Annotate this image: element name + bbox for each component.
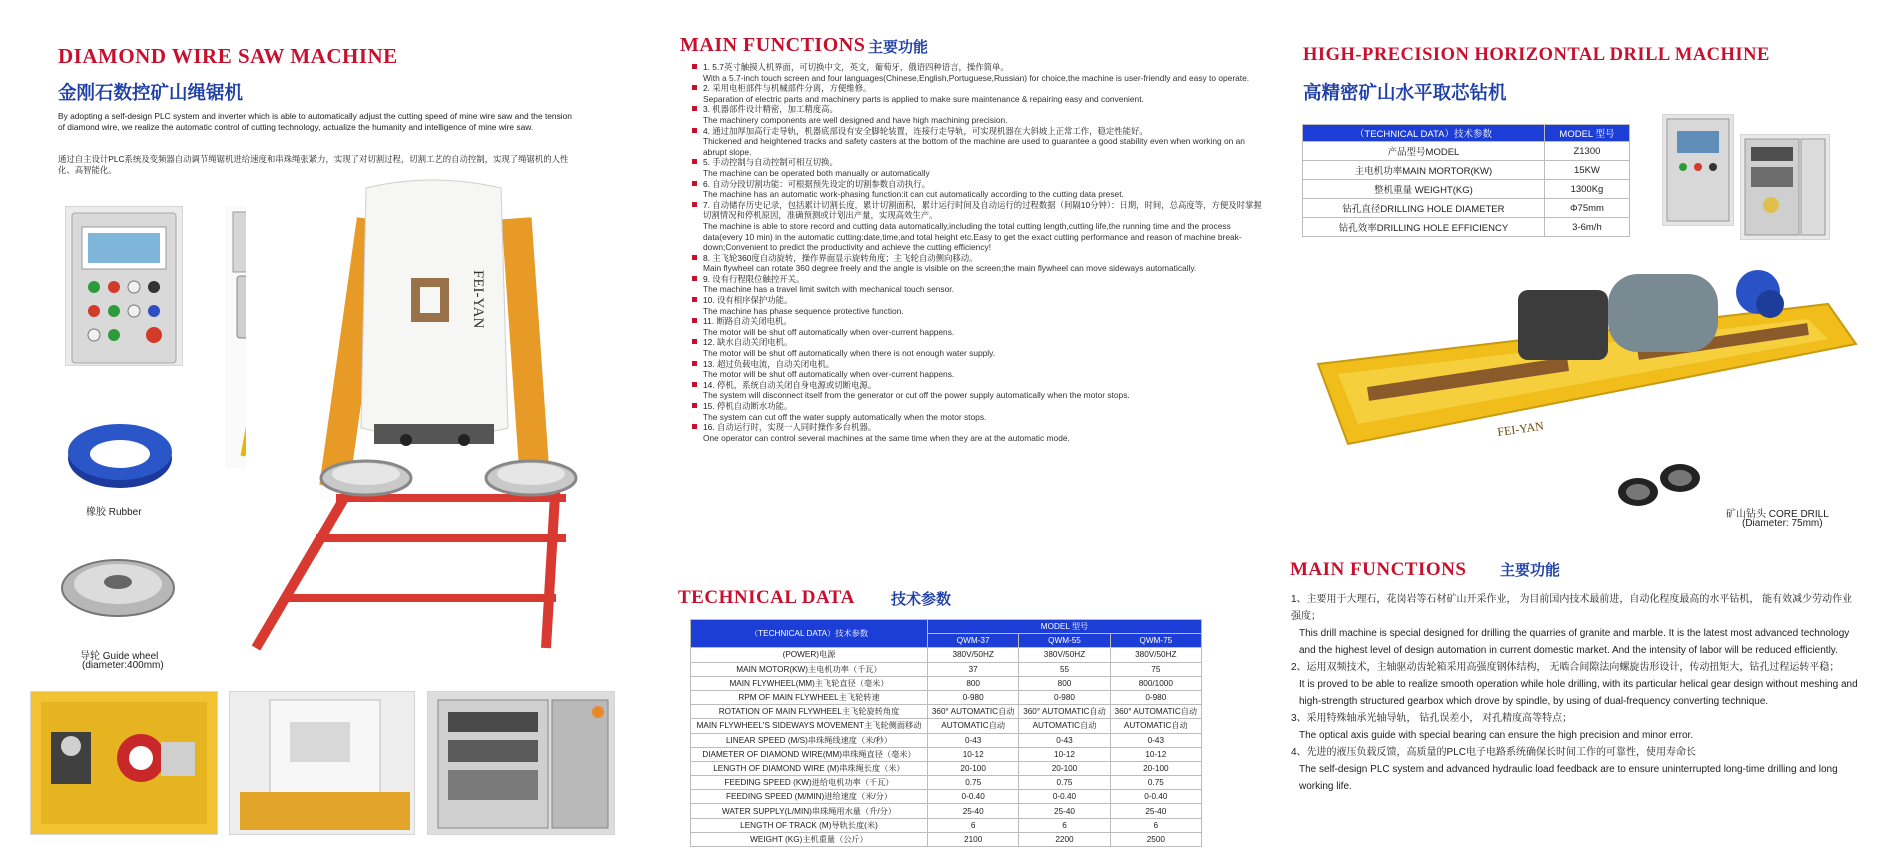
drill-spec-corner: （TECHNICAL DATA）技术参数 — [1303, 125, 1545, 142]
tech-table-label: MAIN FLYWHEEL'S SIDEWAYS MOVEMENT主飞轮侧面移动 — [691, 719, 928, 733]
tech-table-value: 0-0.40 — [1110, 790, 1201, 804]
core-drill-bits-photo — [1610, 452, 1710, 520]
tech-table-row — [691, 804, 1202, 818]
machine-detail-photo — [229, 691, 415, 835]
diamond-wire-saw-panel — [0, 0, 650, 865]
function-item: 11. 断路自动关闭电机。 The motor will be shut off automatically when over-current happens. — [692, 316, 1262, 337]
tech-table-corner: （TECHNICAL DATA）技术参数 — [691, 620, 928, 648]
main-functions-panel — [650, 0, 1300, 865]
saw-brand-text: FEI-YAN — [470, 270, 486, 329]
function-item: 1. 5.7英寸触摸人机界面，可切换中文，英文，葡萄牙，俄语四种语言，操作简单。 With a 5.7-inch touch screen and four languages(Chinese,English,Portuguese,Russian) for choice,the machine is user-friendly and easy to operate. — [692, 62, 1262, 83]
control-box-photo — [65, 206, 183, 366]
tech-table-value: 0.75 — [1110, 776, 1201, 790]
drill-function-item: 2、运用双频技术，主轴驱动齿轮箱采用高强度钢体结构， 无啮合间隙法向螺旋齿形设计，传动扭矩大，钻孔过程运转平稳； It is proved to be able to realize smooth operation while hole drilling, with its particular helical gear design without meshing and high-strength structured gearbox which drove by spindle, by using of dual-frequency converting technique. — [1291, 662, 1858, 707]
guide-wheel-photo — [58, 548, 180, 628]
drill-brand-text: FEI-YAN — [1496, 418, 1545, 439]
function-item: 2. 采用电柜部件与机械部件分离，方便维修。 Separation of electric parts and machinery parts is applied to make sure maintenance & repairing easy and convenient. — [692, 83, 1262, 104]
tech-table-value: 360° AUTOMATIC自动 — [1110, 705, 1201, 719]
function-item: 8. 主飞轮360度自动旋转，操作界面显示旋转角度；主飞轮自动侧向移动。 Main flywheel can rotate 360 degree freely and the angle is visible on the screen;the main flywheel can move sideways automatically. — [692, 253, 1262, 274]
tech-table-value: 20-100 — [1019, 761, 1110, 775]
horizontal-drill-machine-photo — [1308, 244, 1868, 474]
diamond-wire-saw-title: DIAMOND WIRE SAW MACHINE — [58, 44, 398, 68]
drill-spec-value: 3-6m/h — [1544, 218, 1629, 237]
function-item: 5. 手动控制与自动控制可相互切换。 The machine can be operated both manually or automatically — [692, 157, 1262, 178]
drill-spec-label: 主电机功率MAIN MORTOR(KW) — [1303, 161, 1545, 180]
tech-table-value: AUTOMATIC自动 — [1019, 719, 1110, 733]
tech-table-value: 75 — [1110, 662, 1201, 676]
drill-spec-value: Z1300 — [1544, 142, 1629, 161]
function-item: 7. 自动储存历史记录，包括累计切割长度，累计切割面积，累计运行时间及自动运行的过程数据（间隔10分钟）：日期，时间，总高度等，方便及时掌握切割情况和停机原因，准确预测或计划出产量，实现高效生产。 The machine is able to store record and cutting data automatically,including the total cutting length,cutting life,the running time and the process data(every 10 min) in the automatic cutting:date,time,and total height etc.Easy to get the exact cutting performance and reason of machine break-down;Convenient to predict the productivity and achieve the cutting efficiency! — [692, 200, 1262, 253]
function-item: 12. 缺水自动关闭电机。 The motor will be shut off automatically when there is not enough water supply. — [692, 337, 1262, 358]
tech-table-row — [691, 747, 1202, 761]
drill-spec-label: 钻孔效率DRILLING HOLE EFFICIENCY — [1303, 218, 1545, 237]
tech-table-value: 25-40 — [1019, 804, 1110, 818]
tech-table-label: LENGTH OF TRACK (M)导轨长度(米) — [691, 818, 928, 832]
tech-table-value: 360° AUTOMATIC自动 — [928, 705, 1019, 719]
tech-table-row — [691, 676, 1202, 690]
intro-chinese: 通过自主设计PLC系统及变频器自动调节绳锯机进给速度和串珠绳张紧力，实现了对切割过程，切割工艺的自动控制，实现了绳锯机的人性化、高智能化。 — [58, 154, 569, 175]
tech-table-value: 800/1000 — [1110, 676, 1201, 690]
drill-function-item: 1、主要用于大理石，花岗岩等石材矿山开采作业， 为目前国内技术最前进，自动化程度最高的水平钻机， 能有效减少劳动作业强度； This drill machine is special designed for drilling the quarries of granite and marble. It is the latest most advanced technology and the highest level of design automation in current domestic market. And the intensity of labor will be reduced efficiently. — [1291, 594, 1853, 656]
tech-table-row — [691, 719, 1202, 733]
electric-socket-photo — [30, 691, 218, 835]
main-functions-title-cn: 主要功能 — [868, 39, 929, 56]
tech-table-label: FEEDING SPEED (M/MIN)进给速度（米/分） — [691, 790, 928, 804]
diamond-wire-saw-title-cn: 金刚石数控矿山绳锯机 — [58, 82, 244, 103]
tech-table-value: 55 — [1019, 662, 1110, 676]
tech-table-value: 0-43 — [1110, 733, 1201, 747]
function-item: 15. 停机自动断水功能。 The system can cut off the water supply automatically when the motor stops. — [692, 401, 1262, 422]
tech-table-row — [691, 790, 1202, 804]
drill-functions-title: MAIN FUNCTIONS — [1290, 559, 1467, 580]
guide-wheel-caption: 导轮 Guide wheel — [80, 651, 159, 662]
drill-spec-value: 1300Kg — [1544, 180, 1629, 199]
core-drill-caption: 矿山钻头 CORE DRILL — [1726, 509, 1829, 520]
tech-table-value: 2100 — [928, 832, 1019, 846]
drill-cabinet-open-photo — [1740, 134, 1830, 240]
drill-spec-table — [1302, 124, 1630, 237]
function-item: 4. 通过加厚加高行走导轨，机器底部设有安全脚轮装置，连接行走导轨，可实现机器在大斜坡上正常工作，稳定性能好。 Thickened and heightened tracks and safety casters at the bottom of the machine are used to guarantee a good stability even when working on an abrupt slope. — [692, 126, 1262, 158]
drill-function-item: 4、先进的液压负载反馈，高质量的PLC电子电路系统确保长时间工作的可靠性，使用寿命长 The self-design PLC system and advanced hydraulic load feedback are to ensure uninterrupted long-time drilling and long working life. — [1291, 747, 1838, 792]
tech-table-value: 2200 — [1019, 832, 1110, 846]
tech-table-label: MAIN FLYWHEEL(MM)主飞轮直径（毫米） — [691, 676, 928, 690]
tech-table-value: 380V/50HZ — [1110, 648, 1201, 662]
horizontal-drill-panel — [1290, 0, 1889, 865]
tech-table-row — [691, 705, 1202, 719]
tech-table-row — [691, 733, 1202, 747]
tech-table-label: LINEAR SPEED (M/S)串珠绳线速度（米/秒） — [691, 733, 928, 747]
rubber-caption: 橡胶 Rubber — [86, 507, 142, 518]
tech-table-value: 0-980 — [1110, 690, 1201, 704]
drill-machine-title: HIGH-PRECISION HORIZONTAL DRILL MACHINE — [1303, 45, 1770, 65]
drill-spec-label: 钻孔直径DRILLING HOLE DIAMETER — [1303, 199, 1545, 218]
tech-table-row — [691, 648, 1202, 662]
drill-functions-title-cn: 主要功能 — [1500, 562, 1561, 579]
tech-table-value: AUTOMATIC自动 — [1110, 719, 1201, 733]
tech-table-value: 0-0.40 — [1019, 790, 1110, 804]
tech-table-model: QWM-55 — [1019, 634, 1110, 648]
drill-spec-label: 整机重量 WEIGHT(KG) — [1303, 180, 1545, 199]
tech-table-label: FEEDING SPEED (KW)进给电机功率（千瓦） — [691, 776, 928, 790]
electric-cabinet-photo — [427, 691, 615, 835]
tech-table-value: 0-980 — [1019, 690, 1110, 704]
tech-table-label: LENGTH OF DIAMOND WIRE (M)串珠绳长度（米） — [691, 761, 928, 775]
drill-machine-title-cn: 高精密矿山水平取芯钻机 — [1303, 82, 1507, 103]
diamond-wire-saw-machine-photo — [246, 178, 608, 654]
tech-table-row — [691, 832, 1202, 846]
drill-spec-model-label: MODEL 型号 — [1544, 125, 1629, 142]
function-item: 6. 自动分段切割功能：可根据预先设定的切割参数自动执行。 The machine has an automatic work-phasing function:it can cut automatically according to the cutting data preset. — [692, 179, 1262, 200]
intro-english: By adopting a self-design PLC system and inverter which is able to automatically adjust the cutting speed of mine wire saw and the tension of diamond wire, we realize the automatic control of cutting technology, actualize the humanity and intelligence of mine wire saw. — [58, 111, 572, 132]
tech-table-value: 10-12 — [1019, 747, 1110, 761]
tech-table-label: ROTATION OF MAIN FLYWHEEL主飞轮旋转角度 — [691, 705, 928, 719]
tech-table-value: 360° AUTOMATIC自动 — [1019, 705, 1110, 719]
tech-table-row — [691, 776, 1202, 790]
function-item: 3. 机器部件设计精密，加工精度高。 The machinery components are well designed and have high machining precision. — [692, 104, 1262, 125]
tech-table-value: 20-100 — [928, 761, 1019, 775]
tech-table-label: DIAMETER OF DIAMOND WIRE(MM)串珠绳直径（毫米） — [691, 747, 928, 761]
tech-table-value: 0-43 — [1019, 733, 1110, 747]
tech-table-value: 0.75 — [1019, 776, 1110, 790]
technical-data-title: TECHNICAL DATA — [678, 587, 855, 608]
tech-table-value: 10-12 — [928, 747, 1019, 761]
function-item: 13. 超过负载电流，自动关闭电机。 The motor will be shut off automatically when over-current happens. — [692, 359, 1262, 380]
tech-table-row — [691, 690, 1202, 704]
tech-table-value: 2500 — [1110, 832, 1201, 846]
function-item: 14. 停机，系统自动关闭自身电源或切断电源。 The system will disconnect itself from the generator or cut off the power supply automatically when the motor stops. — [692, 380, 1262, 401]
tech-table-model: QWM-75 — [1110, 634, 1201, 648]
guide-wheel-diameter: (diameter:400mm) — [82, 660, 164, 671]
tech-table-value: 6 — [928, 818, 1019, 832]
tech-table-model-label: MODEL 型号 — [928, 620, 1202, 634]
tech-table-value: 800 — [1019, 676, 1110, 690]
tech-table-label: (POWER)电源 — [691, 648, 928, 662]
technical-data-title-cn: 技术参数 — [891, 591, 952, 608]
tech-table-label: MAIN MOTOR(KW)主电机功率（千瓦） — [691, 662, 928, 676]
tech-table-value: 0-43 — [928, 733, 1019, 747]
tech-table-value: 10-12 — [1110, 747, 1201, 761]
tech-table-value: 0.75 — [928, 776, 1019, 790]
drill-functions-list — [1291, 591, 1861, 795]
tech-table-value: 380V/50HZ — [928, 648, 1019, 662]
drill-function-item: 3、采用特殊轴承光轴导轨， 钻孔误差小， 对孔精度高等特点； The optical axis guide with special bearing can ensure the high precision and minor error. — [1291, 713, 1694, 741]
tech-table-label: WEIGHT (KG)主机重量（公斤） — [691, 832, 928, 846]
core-drill-diameter: (Diameter: 75mm) — [1742, 518, 1823, 529]
tech-table-value: 0-0.40 — [928, 790, 1019, 804]
function-item: 9. 设有行程限位触控开关。 The machine has a travel limit switch with mechanical touch sensor. — [692, 274, 1262, 295]
tech-table-label: RPM OF MAIN FLYWHEEL主飞轮转速 — [691, 690, 928, 704]
tech-table-value: 0-980 — [928, 690, 1019, 704]
drill-spec-value: Φ75mm — [1544, 199, 1629, 218]
tech-table-row — [691, 662, 1202, 676]
tech-table-row — [691, 818, 1202, 832]
technical-data-table — [690, 619, 1202, 847]
drill-spec-value: 15KW — [1544, 161, 1629, 180]
function-item: 10. 设有相序保护功能。 The machine has phase sequence protective function. — [692, 295, 1262, 316]
tech-table-value: 380V/50HZ — [1019, 648, 1110, 662]
functions-list — [692, 62, 1262, 443]
tech-table-label: WATER SUPPLY(L/MIN)串珠绳用水量（升/分） — [691, 804, 928, 818]
tech-table-value: 6 — [1110, 818, 1201, 832]
tech-table-value: 800 — [928, 676, 1019, 690]
tech-table-value: 25-40 — [928, 804, 1019, 818]
tech-table-value: AUTOMATIC自动 — [928, 719, 1019, 733]
tech-table-value: 25-40 — [1110, 804, 1201, 818]
tech-table-value: 37 — [928, 662, 1019, 676]
tech-table-value: 20-100 — [1110, 761, 1201, 775]
function-item: 16. 自动运行时，实现一人同时操作多台机器。 One operator can control several machines at the same time when they are at the automatic mode. — [692, 422, 1262, 443]
main-functions-title: MAIN FUNCTIONS — [680, 34, 866, 56]
tech-table-row — [691, 761, 1202, 775]
rubber-ring-photo — [60, 406, 180, 496]
tech-table-value: 6 — [1019, 818, 1110, 832]
drill-cabinet-photo — [1662, 114, 1734, 226]
drill-spec-label: 产品型号MODEL — [1303, 142, 1545, 161]
tech-table-model: QWM-37 — [928, 634, 1019, 648]
